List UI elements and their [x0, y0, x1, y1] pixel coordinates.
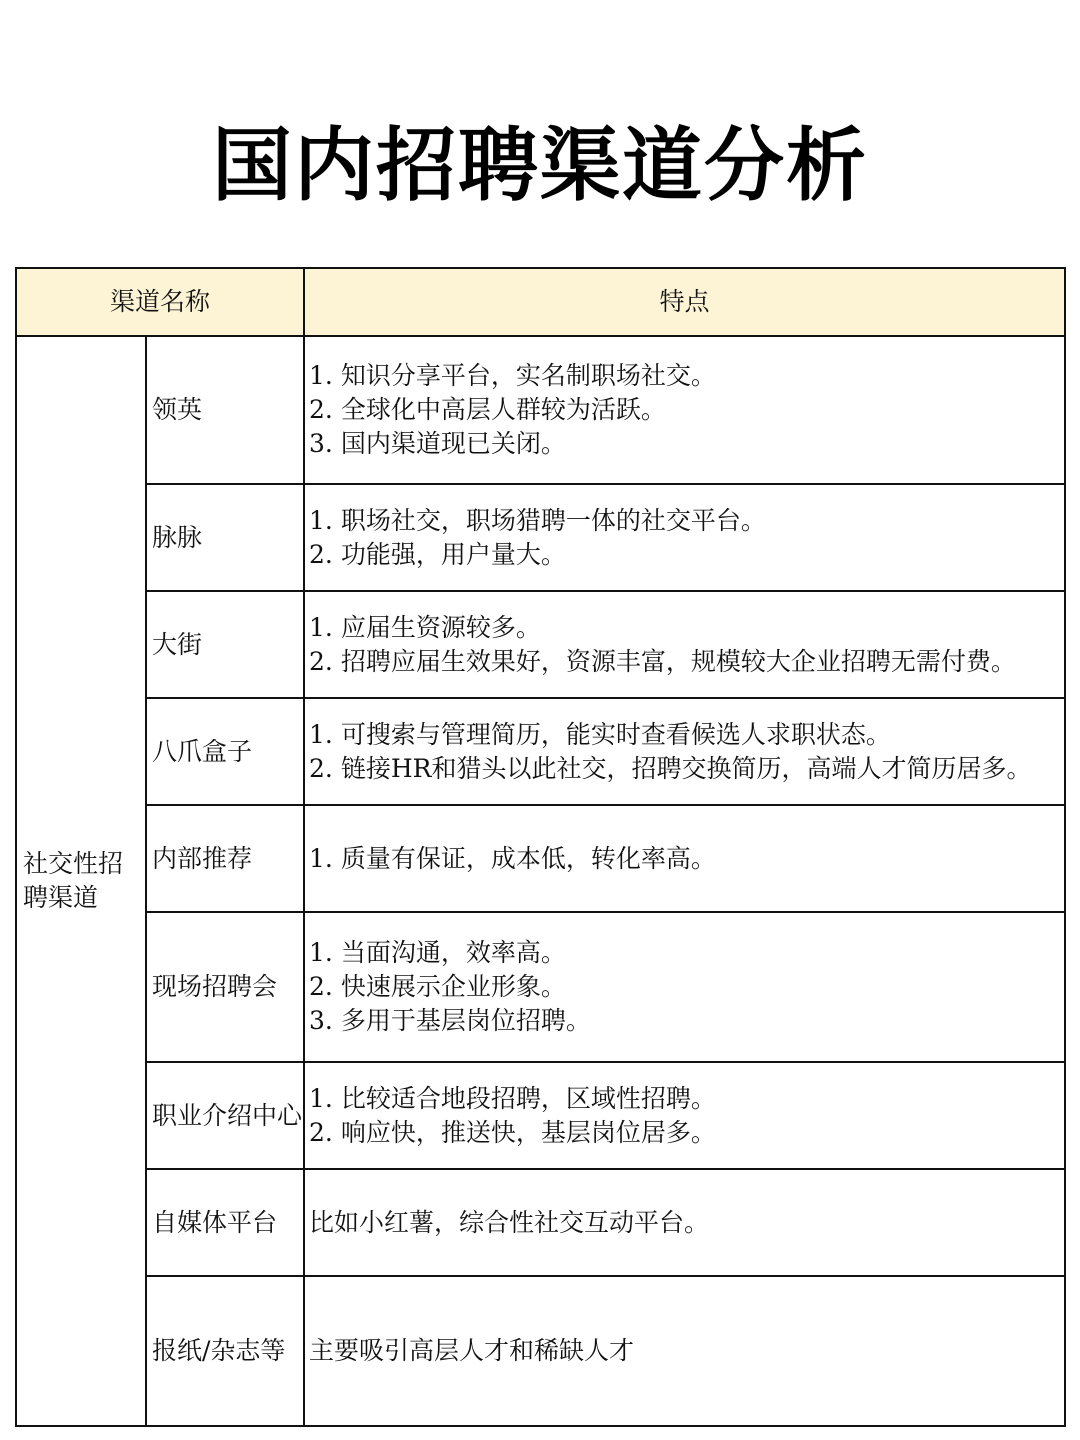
- header-channel-name: 渠道名称: [16, 268, 304, 336]
- feature-line: 主要吸引高层人才和稀缺人才: [309, 1336, 635, 1365]
- channel-name-cell: 报纸/杂志等: [146, 1276, 304, 1426]
- feature-line: 2. 响应快，推送快，基层岗位居多。: [309, 1117, 716, 1147]
- channel-features-cell: [304, 1276, 1065, 1426]
- feature-line: 3. 国内渠道现已关闭。: [309, 429, 566, 458]
- recruitment-channel-table: [15, 267, 1066, 1427]
- feature-line: 1. 知识分享平台，实名制职场社交。: [309, 361, 716, 390]
- category-cell: 社交性招聘渠道: [16, 336, 146, 1426]
- channel-features-cell: [304, 1169, 1065, 1276]
- table-row: [16, 336, 1065, 484]
- feature-line: 2. 招聘应届生效果好，资源丰富，规模较大企业招聘无需付费。: [309, 646, 1016, 676]
- table-row: [16, 591, 1065, 698]
- feature-line: 1. 可搜索与管理简历，能实时查看候选人求职状态。: [309, 719, 891, 749]
- table-row: [16, 912, 1065, 1062]
- channel-name-cell: 现场招聘会: [146, 912, 304, 1062]
- feature-line: 2. 链接HR和猎头以此社交，招聘交换简历，高端人才简历居多。: [309, 753, 1032, 783]
- channel-name-cell: 内部推荐: [146, 805, 304, 912]
- channel-features-cell: [304, 336, 1065, 484]
- feature-line: 1. 职场社交，职场猎聘一体的社交平台。: [309, 505, 766, 535]
- channel-features-cell: [304, 591, 1065, 698]
- channel-name-cell: 领英: [146, 336, 304, 484]
- channel-name-cell: 自媒体平台: [146, 1169, 304, 1276]
- feature-line: 3. 多用于基层岗位招聘。: [309, 1006, 591, 1035]
- channel-name-cell: 职业介绍中心: [146, 1062, 304, 1169]
- channel-name-cell: 八爪盒子: [146, 698, 304, 805]
- channel-features-cell: [304, 698, 1065, 805]
- feature-line: 比如小红薯，综合性社交互动平台。: [309, 1207, 710, 1237]
- channel-features-cell: [304, 484, 1065, 591]
- table-row: [16, 1276, 1065, 1426]
- page-title: 国内招聘渠道分析: [212, 119, 868, 212]
- table-header-row: [16, 268, 1065, 336]
- channel-name-cell: 脉脉: [146, 484, 304, 591]
- table-row: [16, 1062, 1065, 1169]
- feature-line: 1. 质量有保证，成本低，转化率高。: [309, 843, 716, 873]
- table-row: [16, 484, 1065, 591]
- header-features: 特点: [304, 268, 1065, 336]
- table-row: [16, 698, 1065, 805]
- channel-features-cell: [304, 1062, 1065, 1169]
- channel-features-cell: [304, 912, 1065, 1062]
- table-row: [16, 1169, 1065, 1276]
- channel-name-cell: 大街: [146, 591, 304, 698]
- feature-line: 2. 快速展示企业形象。: [309, 972, 566, 1001]
- feature-line: 1. 当面沟通，效率高。: [309, 938, 566, 967]
- table-row: [16, 805, 1065, 912]
- channel-features-cell: [304, 805, 1065, 912]
- feature-line: 1. 应届生资源较多。: [309, 612, 541, 642]
- feature-line: 2. 功能强，用户量大。: [309, 539, 566, 569]
- feature-line: 2. 全球化中高层人群较为活跃。: [309, 395, 666, 424]
- feature-line: 1. 比较适合地段招聘，区域性招聘。: [309, 1083, 716, 1113]
